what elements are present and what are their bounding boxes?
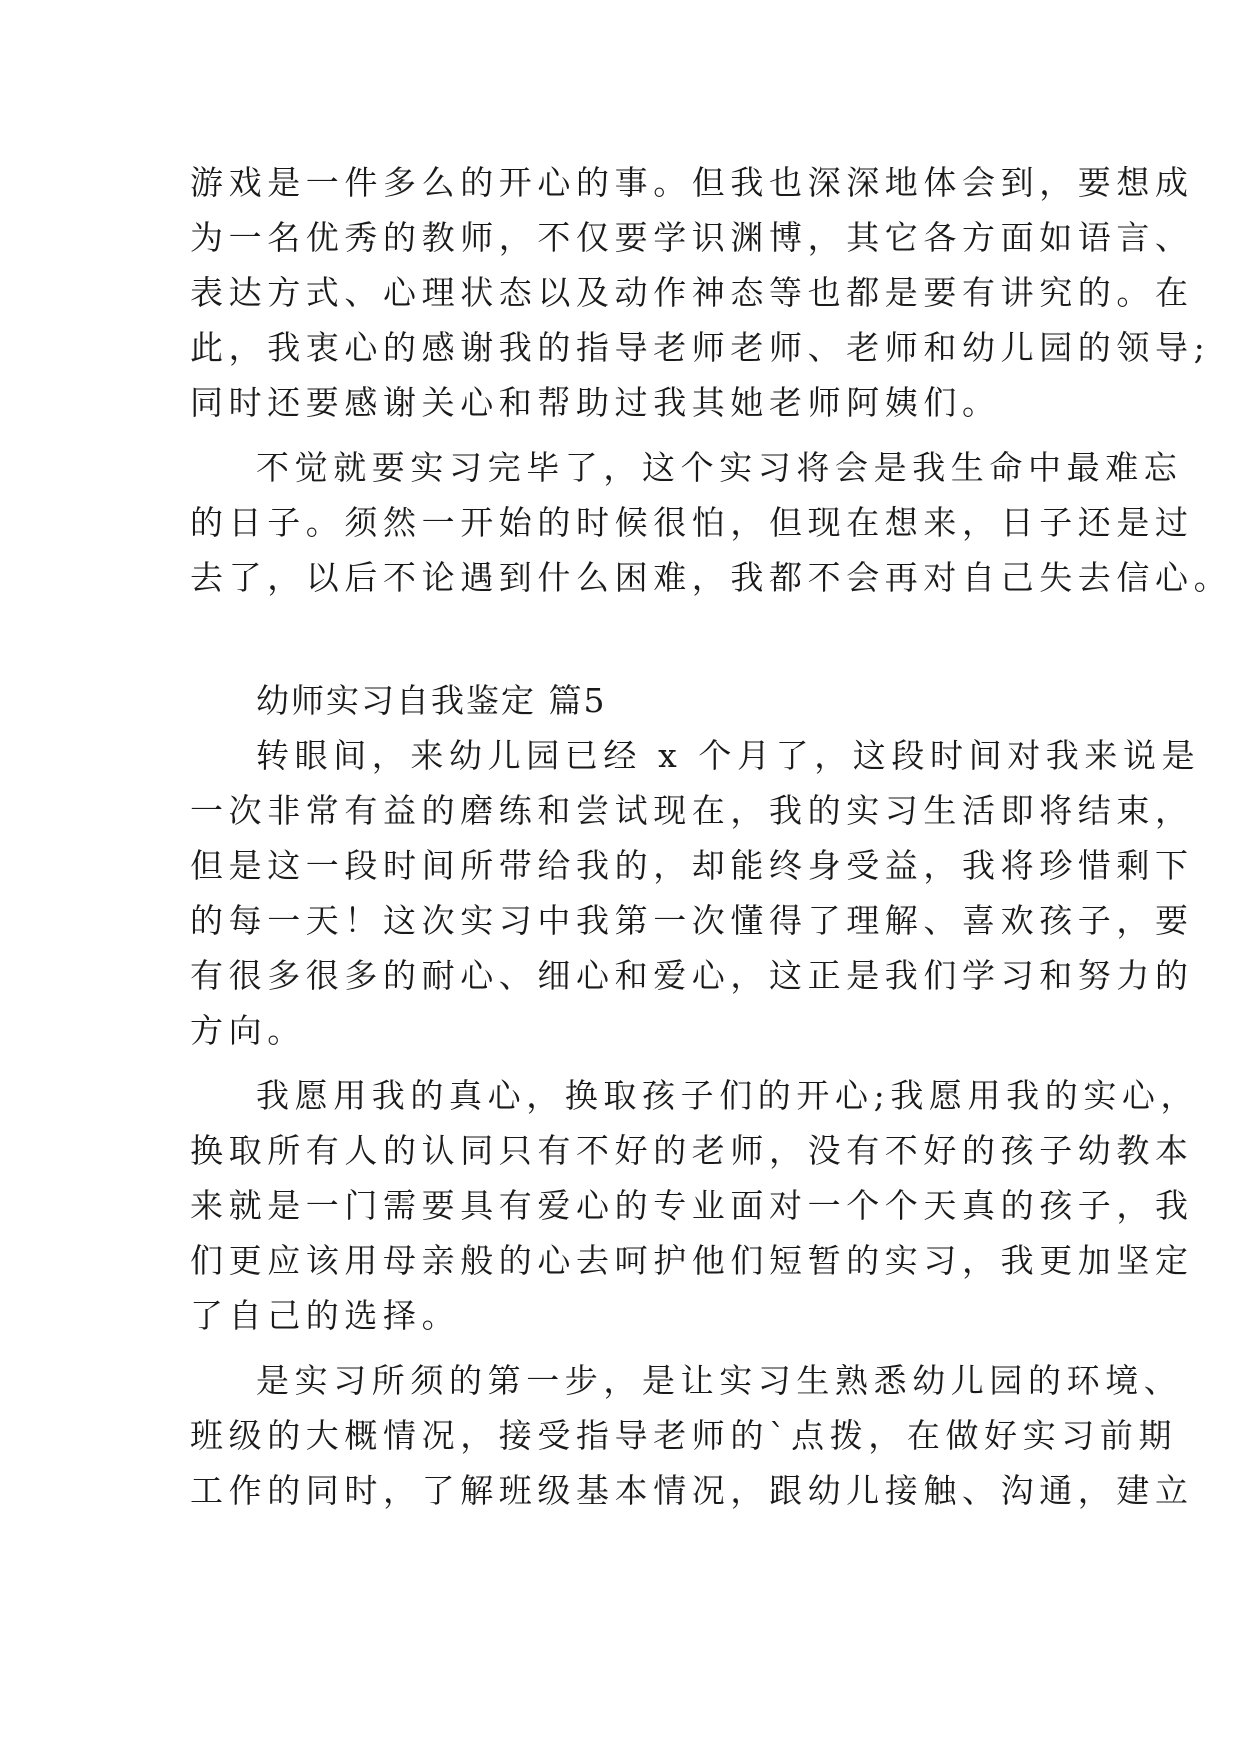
text-line: 方向。 <box>190 1011 306 1050</box>
text-line: 但是这一段时间所带给我的，却能终身受益，我将珍惜剩下 <box>190 846 1194 885</box>
text-line: 来就是一门需要具有爱心的专业面对一个个天真的孩子，我 <box>190 1186 1194 1225</box>
text-line: 表达方式、心理状态以及动作神态等也都是要有讲究的。在 <box>190 273 1194 312</box>
text-line: 班级的大概情况，接受指导老师的`点拨，在做好实习前期 <box>190 1416 1178 1455</box>
text-line: 此，我衷心的感谢我的指导老师老师、老师和幼儿园的领导; <box>190 328 1211 367</box>
text-line: 工作的同时，了解班级基本情况，跟幼儿接触、沟通，建立 <box>190 1471 1194 1510</box>
text-line: 游戏是一件多么的开心的事。但我也深深地体会到，要想成 <box>190 163 1194 202</box>
text-line: 一次非常有益的磨练和尝试现在，我的实习生活即将结束， <box>190 791 1194 830</box>
paragraph-5-2 <box>190 1068 1200 1343</box>
text-line: 去了，以后不论遇到什么困难，我都不会再对自己失去信心。 <box>190 558 1233 597</box>
document-body <box>190 155 1233 1518</box>
text-line: 了自己的选择。 <box>190 1296 461 1335</box>
paragraph-prev-2 <box>190 440 1233 605</box>
text-line: 的每一天！这次实习中我第一次懂得了理解、喜欢孩子，要 <box>190 901 1194 940</box>
text-line: 不觉就要实习完毕了，这个实习将会是我生命中最难忘 <box>256 448 1183 487</box>
text-line: 的日子。须然一开始的时候很怕，但现在想来，日子还是过 <box>190 503 1194 542</box>
text-line: 转眼间，来幼儿园已经 x 个月了，这段时间对我来说是 <box>256 736 1201 775</box>
text-line: 为一名优秀的教师，不仅要学识渊博，其它各方面如语言、 <box>190 218 1194 257</box>
text-line: 我愿用我的真心，换取孩子们的开心;我愿用我的实心， <box>256 1076 1200 1115</box>
section-heading: 幼师实习自我鉴定 篇5 <box>256 681 607 720</box>
text-line: 有很多很多的耐心、细心和爱心，这正是我们学习和努力的 <box>190 956 1194 995</box>
text-line: 换取所有人的认同只有不好的老师，没有不好的孩子幼教本 <box>190 1131 1194 1170</box>
paragraph-5-1 <box>190 728 1201 1058</box>
paragraph-5-3 <box>190 1353 1194 1518</box>
text-line: 们更应该用母亲般的心去呵护他们短暂的实习，我更加坚定 <box>190 1241 1194 1280</box>
paragraph-prev-1 <box>190 155 1211 430</box>
text-line: 是实习所须的第一步，是让实习生熟悉幼儿园的环境、 <box>256 1361 1183 1400</box>
text-line: 同时还要感谢关心和帮助过我其她老师阿姨们。 <box>190 383 1001 422</box>
